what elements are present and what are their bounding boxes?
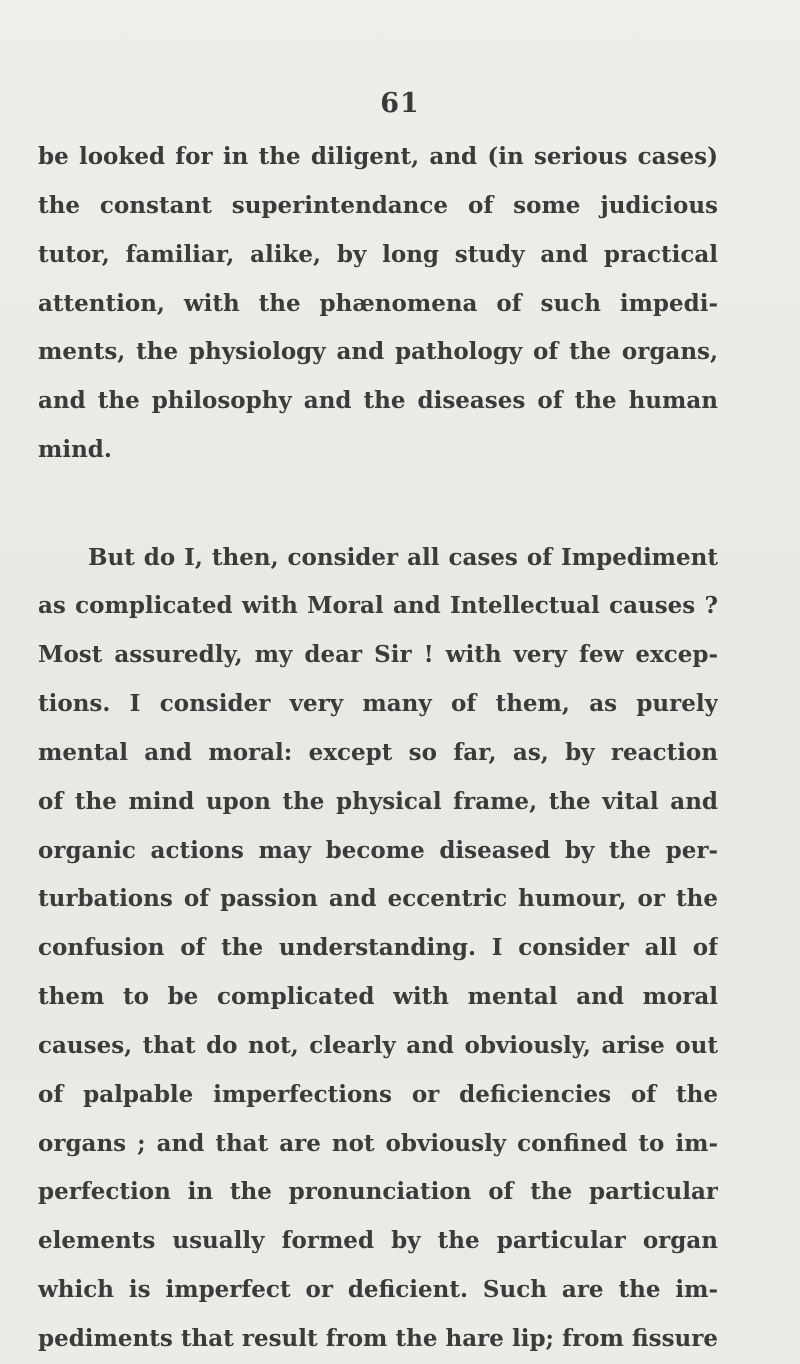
text-line: them to be complicated with mental and moral bbox=[38, 983, 718, 1011]
text-line: the constant superintendance of some judicious bbox=[38, 191, 718, 219]
text-line: mental and moral: except so far, as, by reaction bbox=[38, 738, 718, 766]
text-line: tutor, familiar, alike, by long study and practical bbox=[38, 240, 718, 268]
text-line: of palpable imperfections or deficiencies of the bbox=[38, 1080, 718, 1108]
text-line: organs ; and that are not obviously confined to im- bbox=[38, 1129, 718, 1157]
text-line: which is imperfect or deficient. Such are the im- bbox=[38, 1276, 718, 1304]
text-line: elements usually formed by the particular organ bbox=[38, 1227, 718, 1255]
text-line: confusion of the understanding. I consider all of bbox=[38, 934, 718, 962]
text-line: attention, with the phænomena of such impedi- bbox=[38, 289, 718, 317]
text-line: organic actions may become diseased by the per- bbox=[38, 836, 718, 864]
text-line: tions. I consider very many of them, as purely bbox=[38, 690, 718, 718]
text-line: But do I, then, consider all cases of Impediment bbox=[88, 543, 718, 571]
text-line: Most assuredly, my dear Sir ! with very few excep- bbox=[38, 641, 718, 669]
text-line: turbations of passion and eccentric humour, or the bbox=[38, 885, 718, 913]
text-line: causes, that do not, clearly and obviously, arise out bbox=[38, 1031, 718, 1059]
text-line: as complicated with Moral and Intellectual causes ? bbox=[38, 592, 718, 620]
text-line: pediments that result from the hare lip; from fissure bbox=[38, 1325, 718, 1352]
text-line: be looked for in the diligent, and (in serious cases) bbox=[38, 143, 718, 170]
page-number: 61 bbox=[380, 88, 420, 119]
text-line: perfection in the pronunciation of the particular bbox=[38, 1178, 718, 1206]
text-line: mind. bbox=[38, 436, 112, 464]
text-line: ments, the physiology and pathology of the organs, bbox=[38, 338, 718, 366]
text-line: and the philosophy and the diseases of the human bbox=[38, 387, 718, 415]
text-line: of the mind upon the physical frame, the vital and bbox=[38, 787, 718, 815]
